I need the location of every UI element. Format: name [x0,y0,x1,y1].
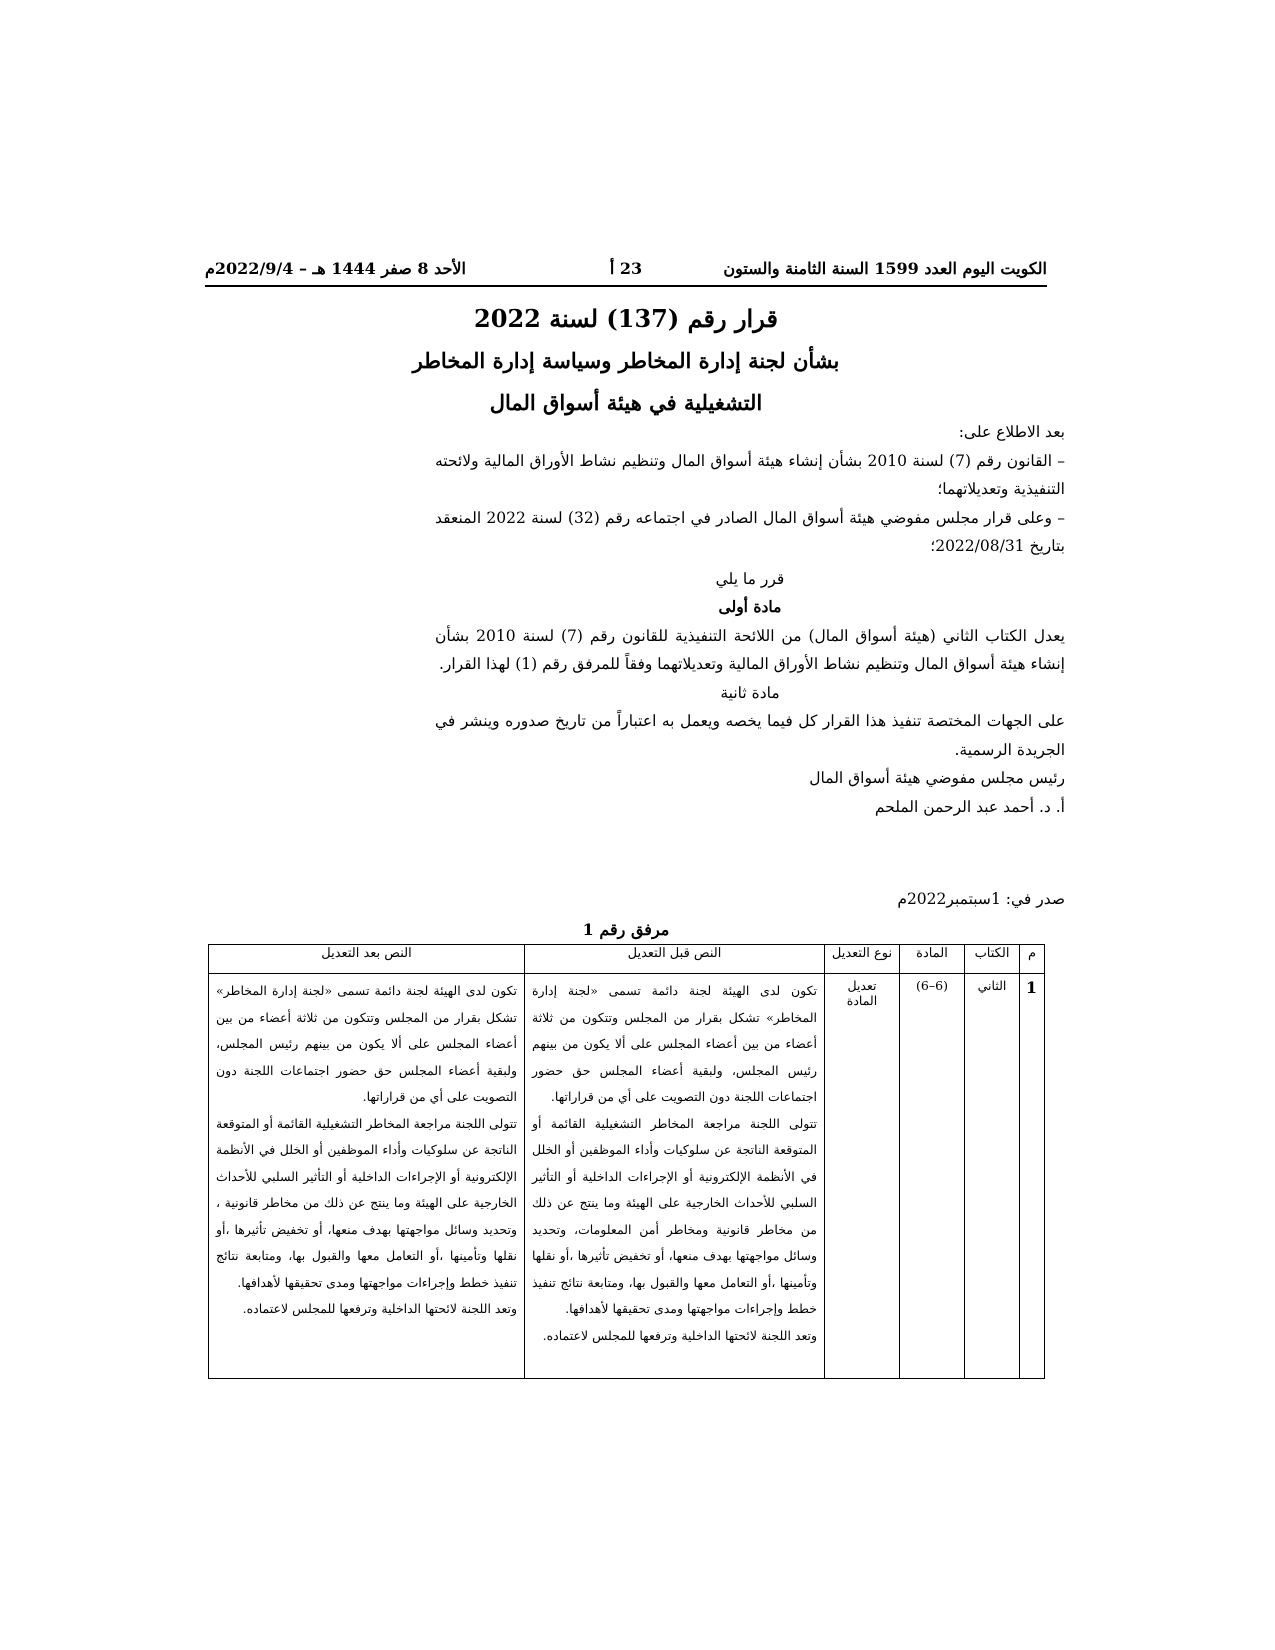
row-text-after [209,974,525,1379]
row-text-before [525,974,825,1379]
decision-title [205,298,1047,424]
before-paragraph-2: تتولى اللجنة مراجعة المخاطر التشغيلية القائمة أو المتوقعة الناتجة عن سلوكيات وأداء الموظفين أو الخلل في الأنظمة الإلكترونية أو الإجراءات الداخلية أو التأثير السلبي للأحداث الخارجية على الهيئة وما ينتج عن ذلك من مخاطر قانونية ومخاطر أمن المعلومات، وتحديد وسائل مواجهتها بهدف منعها، أو تخفيض تأثيرها ،أو نقلها وتأمينها ،أو التعامل معها والقبول بها، ومتابعة نتائج تنفيذ خطط وإجراءات مواجهتها ومدى تحقيقها لأهدافها. [532,1115,817,1316]
table-header-row [209,945,1045,974]
row-type: تعديل المادة [825,974,900,1379]
header-book: الكتاب [965,945,1020,974]
preamble-intro: بعد الاطلاع على: [958,423,1065,441]
decision-number: قرار رقم (137) لسنة 2022 [474,304,778,333]
before-paragraph-1: تكون لدى الهيئة لجنة دائمة تسمى «لجنة إدارة المخاطر» تشكل بقرار من المجلس وتتكون من ثلاثة أعضاء من بين أعضاء المجلس على ألا يكون من بينهم رئيس المجلس، ولبقية أعضاء المجلس حق حضور اجتماعات اللجنة دون التصويت على أي من قراراتها. [532,983,817,1104]
header-after: النص بعد التعديل [209,945,525,974]
attachment-title: مرفق رقم 1 [582,920,670,939]
header-type: نوع التعديل [825,945,900,974]
article-2-text: على الجهات المختصة تنفيذ هذا القرار كل فيما يخصه ويعمل به اعتباراً من تاريخ صدوره وينشر في الجريدة الرسمية. [435,712,1065,759]
article-2-heading: مادة ثانية [720,683,780,702]
row-article: (6–6) [900,974,965,1379]
row-number: 1 [1020,974,1045,1379]
after-paragraph-3: وتعد اللجنة لائحتها الداخلية وترفعها للمجلس لاعتماده. [242,1301,517,1316]
preamble-reference-law: – القانون رقم (7) لسنة 2010 بشأن إنشاء هيئة أسواق المال وتنظيم نشاط الأوراق المالية ولائحته التنفيذية وتعديلاتهما؛ [435,451,1066,498]
article-1-text: يعدل الكتاب الثاني (هيئة أسواق المال) من اللائحة التنفيذية للقانون رقم (7) لسنة 2010 بشأن إنشاء هيئة أسواق المال وتنظيم نشاط الأوراق المالية وتعديلاتهما وفقاً للمرفق رقم (1) لهذا القرار. [435,626,1065,673]
header-issue-info: الكويت اليوم العدد 1599 السنة الثامنة والستون [723,259,1047,278]
running-header [205,255,1047,287]
preamble-reference-board: – وعلى قرار مجلس مفوضي هيئة أسواق المال الصادر في اجتماعه رقم (32) لسنة 2022 المنعقد بتاريخ 2022/08/31؛ [435,508,1065,555]
after-paragraph-2: تتولى اللجنة مراجعة المخاطر التشغيلية القائمة أو المتوقعة الناتجة عن سلوكيات وأداء الموظفين أو الخلل في الأنظمة الإلكترونية أو الإجراءات الداخلية أو التأثير السلبي للأحداث الخارجية على الهيئة وما ينتج عن ذلك من مخاطر قانونية ، وتحديد وسائل مواجهتها بهدف منعها، أو تخفيض تأثيرها ،أو نقلها وتأمينها ،أو التعامل معها والقبول بها، ومتابعة نتائج تنفيذ خطط وإجراءات مواجهتها ومدى تحقيقها لأهدافها. [216,1115,517,1290]
before-paragraph-3: وتعد اللجنة لائحتها الداخلية وترفعها للمجلس لاعتماده. [542,1327,817,1343]
header-date: الأحد 8 صفر 1444 هـ – 2022/9/4م [205,259,466,278]
decision-subject-line1: بشأن لجنة إدارة المخاطر وسياسة إدارة المخاطر [412,348,840,373]
header-no: م [1020,945,1045,974]
signer-name: أ. د. أحمد عبد الرحمن الملحم [874,797,1065,816]
header-article: المادة [900,945,965,974]
decision-subject-line2: التشغيلية في هيئة أسواق المال [489,390,763,415]
signer-title: رئيس مجلس مفوضي هيئة أسواق المال [809,769,1065,787]
article-1-heading: مادة أولى [718,597,782,616]
decided-heading: قرر ما يلي [715,569,785,588]
after-paragraph-1: تكون لدى الهيئة لجنة دائمة تسمى «لجنة إدارة المخاطر» تشكل بقرار من المجلس وتتكون من ثلاثة أعضاء من بين أعضاء المجلس على ألا يكون من بينهم رئيس المجلس، ولبقية أعضاء المجلس حق حضور اجتماعات اللجنة دون التصويت على أي من قراراتها. [216,983,517,1104]
amendment-table [208,944,1045,1379]
table-row [209,974,1045,1379]
issue-date: صدر في: 1سبتمبر2022م [897,890,1065,908]
header-page-number: 23 أ [609,259,643,278]
row-book: الثاني [965,974,1020,1379]
header-before: النص قبل التعديل [525,945,825,974]
decision-body [435,418,1065,821]
